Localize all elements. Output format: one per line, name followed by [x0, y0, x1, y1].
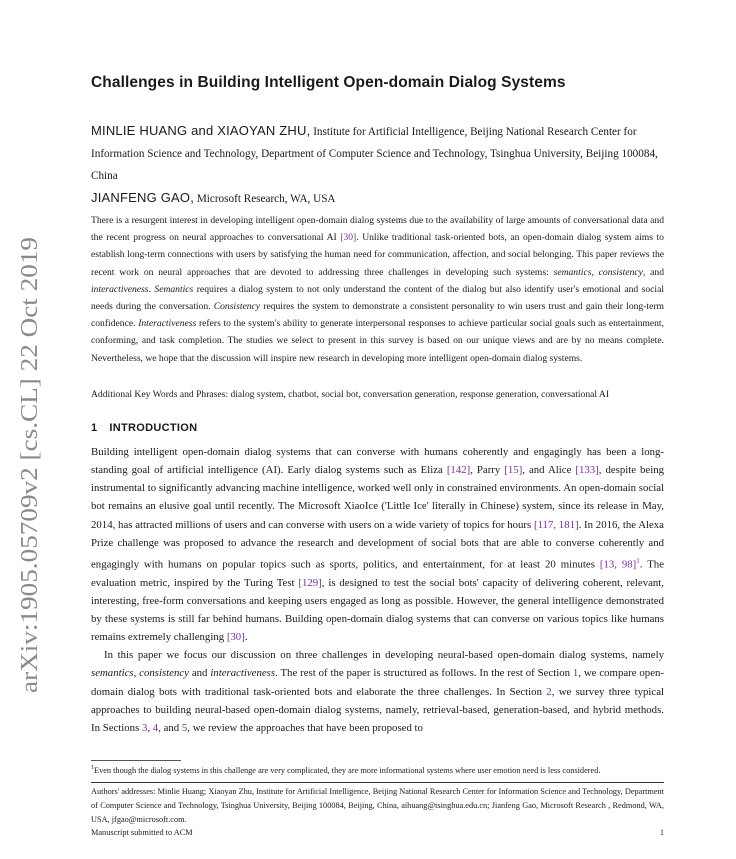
arxiv-stamp — [12, 235, 46, 695]
section-heading — [91, 422, 197, 434]
keywords: Additional Key Words and Phrases: dialog system, chatbot, social bot, conversation generation, response generation, conversational AI — [91, 389, 610, 400]
footnote-divider — [91, 760, 181, 761]
author-names-1: MINLIE HUANG and XIAOYAN ZHU, — [91, 123, 311, 138]
page-number: 1 — [659, 828, 664, 837]
paper-title: Challenges in Building Intelligent Open-domain Dialog Systems — [91, 74, 566, 91]
citation-link[interactable]: [30] — [340, 232, 357, 244]
paragraph: Building intelligent open-domain dialog systems that can converse with humans coherently and engagingly has been a long-standing goal of artificial intelligence (AI). Early dialog systems such as Eliza [142], Parry [15], and Alice [133], despite being instrumental to significantly advancing machine intelligence, worked well only in constrained environments. An open-domain social bot remains an elusive goal until recently. The Microsoft XiaoIce ('Little Ice' literally in Chinese) system, since its release in May, 2014, has attracted millions of users and can converse with users on a wide variety of topics for hours [117, 181]. In 2016, the Alexa Prize challenge was proposed to advance the research and development of social bots that are able to converse coherently and engagingly with humans on popular topics such as sports, politics, and entertainment, for at least 20 minutes [13, 98]$^1$. The evaluation metric, inspired by the Turing Test [129], is designed to test the social bots' capacity of delivering coherent, relevant, interesting, free-form conversations and keeping users engaged as long as possible. However, the general intelligence demonstrated by these systems is still far behind humans. Building open-domain dialog systems that can converse on various topics like humans remains extremely challenging [30]. — [91, 446, 665, 644]
citation-link[interactable]: [15] — [504, 464, 523, 477]
section-link[interactable]: 4 — [152, 721, 159, 734]
section-link[interactable]: 1 — [572, 667, 579, 680]
paragraph: In this paper we focus our discussion on three challenges in developing neural-based open-domain dialog systems, namely semantics, consistency and interactiveness. The rest of the paper is structured as follows. In the rest of Section 1, we compare open-domain dialog bots with traditional task-oriented bots and elaborate the three challenges. In Section 2, we survey three typical approaches to building neural-based open-domain dialog systems, namely, retrieval-based, generation-based, and hybrid methods. In Sections 3, 4, and 5, we review the approaches that have been proposed to — [91, 649, 664, 734]
footnote-marker[interactable]: 1 — [636, 556, 640, 565]
section-link[interactable]: 3 — [141, 721, 148, 734]
section-link[interactable]: 5 — [181, 721, 188, 734]
citation-link[interactable]: [142] — [446, 464, 471, 477]
citation-link[interactable]: [133] — [575, 464, 599, 477]
section-title: INTRODUCTION — [109, 422, 198, 434]
citation-link[interactable]: [117, 181] — [533, 518, 579, 531]
section-link[interactable]: 2 — [546, 685, 552, 698]
footnote — [91, 763, 664, 776]
footnote-text: Even though the dialog systems in this challenge are very complicated, they are more informational systems where user emotion need is less considered. — [94, 765, 601, 775]
citation-link[interactable]: [30] — [226, 631, 245, 644]
author-affiliation-2: Microsoft Research, WA, USA — [196, 193, 336, 205]
footnote-number: 1 — [91, 765, 94, 771]
body-text — [91, 443, 664, 737]
arxiv-stamp-text: arXiv:1905.05709v2 [cs.CL] 22 Oct 2019 — [17, 290, 43, 693]
address-divider — [91, 782, 664, 783]
citation-link[interactable]: [129] — [298, 576, 322, 589]
abstract: There is a resurgent interest in developing intelligent open-domain dialog systems due to the availability of large amounts of conversational data and the recent progress on neural approaches to conversational AI [30]. Unlike traditional task-oriented bots, an open-domain dialog system aims to establish long-term connections with users by satisfying the human need for communication, affection, and social belonging. This paper reviews the recent work on neural approaches that are devoted to addressing three challenges in developing such systems: semantics, consistency, and interactiveness. Semantics requires a dialog system to not only understand the content of the dialog but also identify user's emotional and social needs during the conversation. Consistency requires the system to demonstrate a consistent personality to win users trust and gain their long-term confidence. Interactiveness refers to the system's ability to generate interpersonal responses to achieve particular social goals such as entertainment, conforming, and task completion. The studies we select to present in this survey is based on our unique views and are by no means complete. Nevertheless, we hope that the discussion will inspire new research in developing more intelligent open-domain dialog systems. — [91, 215, 665, 364]
author-block — [91, 120, 664, 210]
author-names-2: JIANFENG GAO, — [91, 190, 195, 205]
citation-link[interactable]: [13, 98] — [599, 558, 637, 571]
section-number: 1 — [91, 422, 98, 434]
manuscript-note: Manuscript submitted to ACM — [91, 828, 193, 837]
author-addresses: Authors' addresses: Minlie Huang; Xiaoyan Zhu, Institute for Artificial Intelligence, Beijing National Research Center for Information Science and Technology, Department of Computer Science and Technology, Tsinghua University, Beijing 100084, Beijing, China, aihuang@tsinghua.edu.cn; Jianfeng Gao, Microsoft Research , Redmond, WA, USA, jfgao@microsoft.com. — [91, 787, 664, 824]
author-affiliation-1: Institute for Artificial Intelligence, Beijing National Research Center for Information Science and Technology, Department of Computer Science and Technology, Tsinghua University, Beijing 100084, China — [91, 126, 658, 182]
